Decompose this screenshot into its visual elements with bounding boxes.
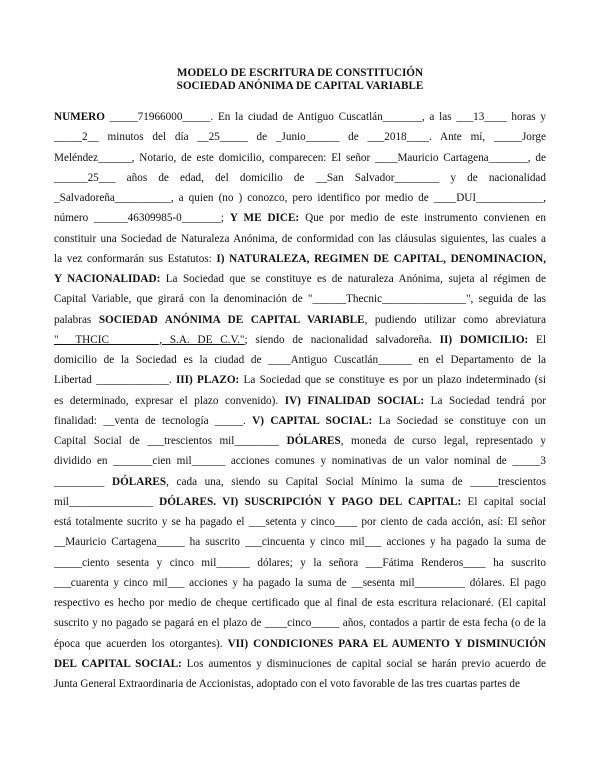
text-segment: Capital Variable, que girará con la denominación de "______Thecnic_______________", seguida de las <box>54 293 546 306</box>
text-segment: DÓLARES. VI) SUSCRIPCIÓN Y PAGO DEL CAPITAL: <box>159 495 462 508</box>
text-segment: V) CAPITAL SOCIAL: <box>252 414 373 427</box>
text-segment: ______25___ años de edad, del domicilio de __San Salvador________ y de nacionalidad <box>54 171 546 184</box>
document-subtitle: SOCIEDAD ANÓNIMA DE CAPITAL VARIABLE <box>176 80 424 92</box>
text-segment: , moneda de curso legal, representado y <box>340 435 546 447</box>
text-segment: _Salvadoreña__________, a quien (no ) conozco, pero identifico por medio de ____DUI____________, <box>54 192 546 204</box>
text-line <box>54 232 546 246</box>
text-segment: mil_______________ <box>54 495 160 508</box>
document-title: MODELO DE ESCRITURA DE CONSTITUCIÓN <box>176 67 424 79</box>
text-line <box>54 616 546 630</box>
text-line <box>54 313 546 327</box>
text-line <box>54 373 546 387</box>
text-line <box>54 637 546 651</box>
text-segment: DEL CAPITAL SOCIAL: <box>54 657 182 670</box>
text-segment: , pudiendo utilizar como abreviatura <box>364 313 546 326</box>
text-line <box>54 454 546 468</box>
text-line <box>54 292 546 306</box>
text-segment: Meléndez______, Notario, de este domicilio, comparecen: El señor ____Mauricio Cartagena_______, de <box>54 151 546 164</box>
text-line <box>54 495 546 509</box>
text-segment: , cada una, siendo su Capital Social Mínimo la suma de _____trescientos <box>166 475 547 488</box>
text-segment: palabras <box>54 313 99 326</box>
text-line <box>54 556 546 570</box>
text-segment: La Sociedad tendrá por <box>424 394 546 407</box>
text-line <box>54 130 546 144</box>
text-segment: es determinado, expresar el plazo convenido). <box>54 394 285 407</box>
text-segment: _____ciento sesenta y cinco mil______ dólares; y la señora ___Fátima Renderos____ ha suscrito <box>54 556 546 569</box>
text-line <box>54 110 546 124</box>
text-segment: época que acuerden los otorgantes). <box>54 637 228 650</box>
text-segment: dividido en _______cien mil______ acciones comunes y nominativas de un valor nominal de _____3 <box>54 455 546 468</box>
text-segment: ; siendo de nacionalidad salvadoreña. <box>244 333 440 346</box>
text-line <box>54 151 546 165</box>
text-line <box>54 353 546 367</box>
text-segment: Y NACIONALIDAD: <box>54 273 161 285</box>
text-segment: La Sociedad se constituye con un <box>372 414 546 427</box>
text-segment: El <box>528 333 546 346</box>
text-segment: finalidad: __venta de tecnología _____. <box>54 414 253 427</box>
text-segment: SOCIEDAD ANÓNIMA DE CAPITAL VARIABLE <box>98 313 365 326</box>
text-segment: domicilio de la Sociedad es la ciudad de ____Antiguo Cuscatlán______ en el Departamento de la <box>54 354 546 366</box>
text-segment: la vez conformarán sus Estatutos: <box>54 252 217 265</box>
text-line <box>54 394 546 408</box>
text-segment: número ______46309985-0_______; <box>54 212 230 225</box>
text-segment: Los aumentos y disminuciones de capital social se harán previo acuerdo de <box>181 657 546 670</box>
text-segment: respectivo es hecho por medio de cheque certificado que al final de esta escritura relacionaré. (El capital <box>54 597 546 609</box>
text-line <box>54 657 546 671</box>
text-segment: III) PLAZO: <box>175 374 240 387</box>
text-segment: VII) CONDICIONES PARA EL AUMENTO Y DISMINUCIÓN <box>227 637 546 650</box>
text-line <box>54 272 546 286</box>
text-segment: NUMERO <box>54 111 105 123</box>
text-segment: La Sociedad que se constituye es por un plazo indeterminado (si <box>239 374 546 387</box>
text-line <box>54 576 546 590</box>
text-line <box>54 596 546 610</box>
text-segment: DÓLARES <box>112 475 167 488</box>
text-segment: _____71966000_____. En la ciudad de Antiguo Cuscatlán_______, a las ___13____ horas y <box>104 111 546 123</box>
text-segment: _________ <box>54 475 112 488</box>
text-segment: Capital Social de ___trescientos mil________ <box>54 435 287 447</box>
text-segment: DÓLARES <box>286 435 341 447</box>
text-segment: La Sociedad que se constituye es de naturaleza Anónima, sujeta al régimen de <box>160 273 546 285</box>
text-segment: __Mauricio Cartagena_____ ha suscrito ___cincuenta y cinco mil___ acciones y ha pagado la suma de <box>54 536 546 549</box>
text-segment: Libertad _____________. <box>54 374 176 387</box>
text-line <box>54 333 546 347</box>
text-segment: "___THCIC_________, S.A. DE C.V." <box>54 333 245 346</box>
text-segment: ___cuarenta y cinco mil___ acciones y ha pagado la suma de __sesenta mil_________ dólares. El pago <box>54 576 546 589</box>
text-segment: Junta General Extraordinaria de Accionistas, adoptado con el voto favorable de las tres cuartas partes de <box>54 678 520 690</box>
text-segment: El capital social <box>461 495 547 508</box>
text-line <box>54 515 546 529</box>
text-line <box>54 434 546 448</box>
text-line <box>54 677 546 691</box>
text-segment: II) DOMICILIO: <box>439 333 529 346</box>
text-segment: IV) FINALIDAD SOCIAL: <box>284 394 425 407</box>
text-segment: constituir una Sociedad de Naturaleza Anónima, de conformidad con las cláusulas siguientes, las cuales a <box>54 232 546 245</box>
text-segment: suscrito y no pagado se pagará en el plazo de ____cinco_____ años, contados a partir de esta fecha (o de la <box>54 617 546 630</box>
text-segment: Que por medio de este instrumento convienen en <box>299 212 546 225</box>
text-line <box>54 252 546 266</box>
text-segment: Y ME DICE: <box>229 212 300 225</box>
text-segment: I) NATURALEZA, REGIMEN DE CAPITAL, DENOMINACION, <box>216 252 546 265</box>
text-line <box>54 475 546 489</box>
text-line <box>54 535 546 549</box>
text-line <box>54 171 546 185</box>
text-line <box>54 211 546 225</box>
text-line <box>54 191 546 205</box>
text-segment: _____2__ minutos del día __25_____ de _Junio______ de ___2018____. Ante mí, _____Jorge <box>54 131 546 144</box>
text-segment: está totalmente sucrito y se ha pagado el ___setenta y cinco____ por ciento de cada acción, así: El señor <box>54 516 546 528</box>
text-line <box>54 414 546 428</box>
